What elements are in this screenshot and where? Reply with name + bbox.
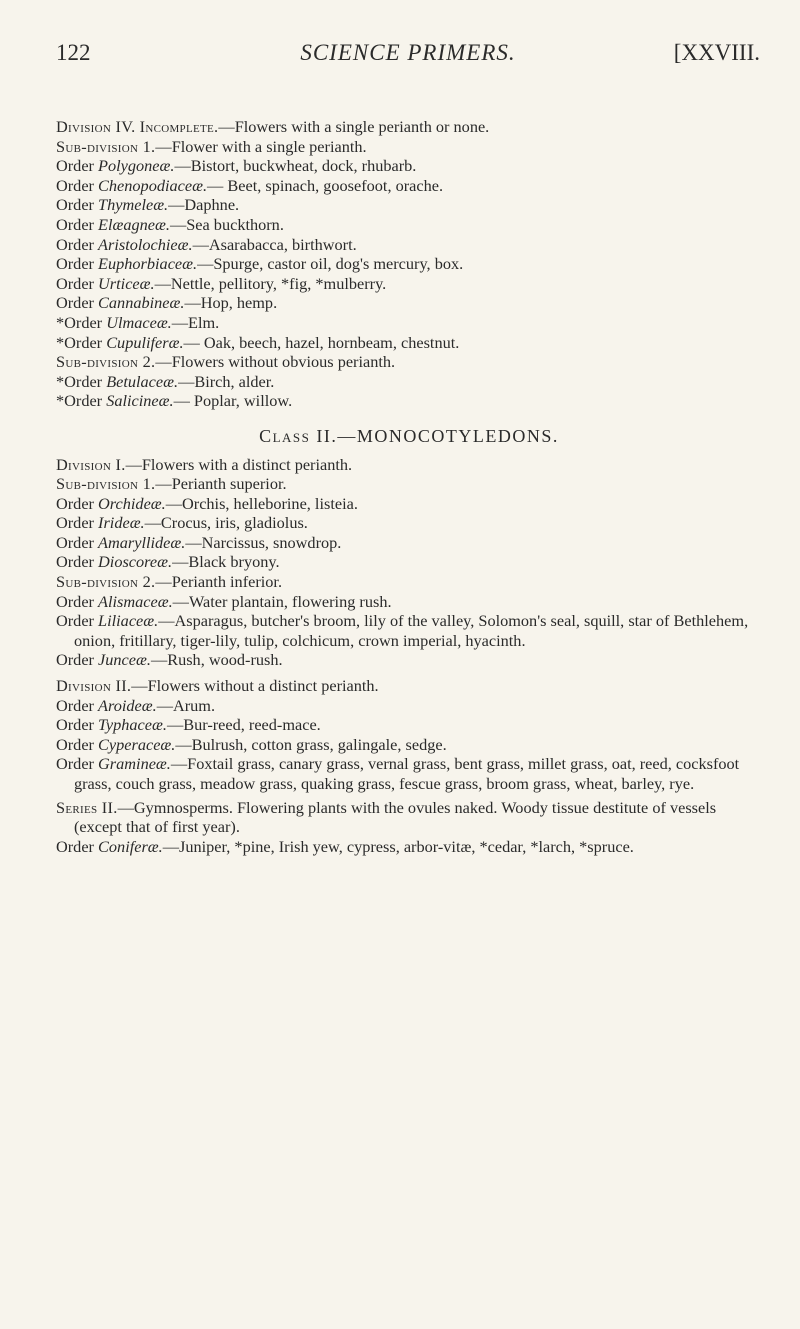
order-entry — [56, 215, 762, 235]
order-prefix: Order — [56, 214, 94, 234]
order-name: Aristolochieæ. — [98, 234, 193, 254]
order-members: —Juniper, *pine, Irish yew, cypress, arbor-vitæ, *cedar, *larch, *spruce. — [162, 836, 634, 856]
order-entry — [56, 254, 762, 274]
order-entry — [56, 837, 762, 857]
subdivision-heading: Sub-division 1.—Flower with a single perianth. — [56, 136, 367, 156]
order-name: Elæagneæ. — [98, 214, 170, 234]
order-prefix: Order — [56, 493, 94, 513]
order-prefix: Order — [56, 754, 94, 774]
order-entry — [56, 235, 762, 255]
order-name: Cupuliferæ. — [106, 332, 184, 352]
order-members: — Oak, beech, hazel, hornbeam, chestnut. — [183, 332, 460, 352]
order-entry — [56, 274, 762, 294]
order-members: —Nettle, pellitory, *fig, *mulberry. — [154, 273, 387, 293]
order-prefix: Order — [56, 650, 94, 670]
order-name: Junceæ. — [98, 650, 151, 670]
order-name: Cyperaceæ. — [98, 734, 176, 754]
order-prefix: Order — [56, 552, 94, 572]
order-members: —Hop, hemp. — [184, 293, 278, 313]
order-members: —Arum. — [156, 695, 216, 715]
order-members: —Bur-reed, reed-mace. — [166, 715, 321, 735]
order-list — [56, 156, 762, 352]
division-heading: Division IV. Incomplete.—Flowers with a single perianth or none. — [56, 117, 490, 136]
page-body — [56, 117, 762, 856]
order-name: Aroideæ. — [98, 695, 157, 715]
order-prefix: *Order — [56, 312, 103, 332]
order-members: —Crocus, iris, gladiolus. — [144, 513, 308, 533]
order-prefix: Order — [56, 532, 94, 552]
order-name: Chenopodiaceæ. — [98, 175, 208, 195]
order-members: — Poplar, willow. — [173, 391, 293, 411]
order-prefix: Order — [56, 195, 94, 215]
order-list — [56, 494, 762, 572]
order-members: —Spurge, castor oil, dog's mercury, box. — [197, 254, 464, 274]
order-name: Euphorbiaceæ. — [98, 254, 198, 274]
series-heading: Series II.—Gymnosperms. Flowering plants with the ovules naked. Woody tissue destitute of vessels (except that of first year). — [56, 797, 717, 837]
order-name: Gramineæ. — [98, 754, 171, 774]
running-title: SCIENCE PRIMERS. — [300, 40, 516, 65]
order-list — [56, 592, 762, 670]
order-name: Dioscoreæ. — [98, 552, 173, 572]
order-entry — [56, 513, 762, 533]
order-members: —Elm. — [171, 312, 220, 332]
order-prefix: Order — [56, 611, 94, 631]
order-members: —Asarabacca, birthwort. — [192, 234, 357, 254]
order-name: Alismaceæ. — [98, 591, 173, 611]
order-prefix: Order — [56, 591, 94, 611]
order-prefix: Order — [56, 715, 94, 735]
order-members: —Sea buckthorn. — [169, 214, 284, 234]
order-name: Salicineæ. — [106, 391, 174, 411]
order-members: —Daphne. — [168, 195, 240, 215]
order-prefix: Order — [56, 234, 94, 254]
order-members: —Black bryony. — [172, 552, 280, 572]
order-name: Coniferæ. — [98, 836, 163, 856]
order-entry — [56, 195, 762, 215]
order-entry — [56, 735, 762, 755]
order-prefix: Order — [56, 836, 94, 856]
order-prefix: Order — [56, 156, 94, 176]
order-prefix: Order — [56, 293, 94, 313]
order-name: Amaryllideæ. — [98, 532, 186, 552]
order-entry — [56, 391, 762, 411]
order-name: Orchideæ. — [98, 493, 166, 513]
order-members: —Bulrush, cotton grass, galingale, sedge. — [175, 734, 447, 754]
order-name: Urticeæ. — [98, 273, 155, 293]
order-name: Thymeleæ. — [98, 195, 169, 215]
division-heading: Division II.—Flowers without a distinct perianth. — [56, 676, 379, 696]
order-members: —Foxtail grass, canary grass, vernal grass, bent grass, millet grass, oat, reed, cocksfoot grass, couch grass, meadow grass, quaking grass, fescue grass, broom grass, wheat, barley, rye. — [74, 754, 740, 793]
page-header — [56, 40, 760, 74]
order-entry — [56, 333, 762, 353]
order-entry — [56, 754, 762, 793]
order-entry — [56, 293, 762, 313]
subdivision-heading: Sub-division 2.—Perianth inferior. — [56, 572, 283, 592]
order-entry — [56, 533, 762, 553]
order-prefix: *Order — [56, 391, 103, 411]
order-prefix: Order — [56, 273, 94, 293]
order-entry — [56, 552, 762, 572]
order-entry — [56, 592, 762, 612]
order-prefix: Order — [56, 175, 94, 195]
order-entry — [56, 156, 762, 176]
order-prefix: Order — [56, 695, 94, 715]
order-name: Betulaceæ. — [106, 371, 179, 391]
order-entry — [56, 696, 762, 716]
class-heading: Class II.—MONOCOTYLEDONS. — [259, 425, 559, 446]
order-prefix: Order — [56, 513, 94, 533]
order-list — [56, 696, 762, 794]
order-prefix: Order — [56, 734, 94, 754]
order-entry — [56, 372, 762, 392]
order-list — [56, 372, 762, 411]
order-entry — [56, 313, 762, 333]
order-members: — Beet, spinach, goosefoot, orache. — [207, 175, 444, 195]
order-entry — [56, 176, 762, 196]
order-name: Irideæ. — [98, 513, 145, 533]
order-members: —Birch, alder. — [178, 371, 275, 391]
subdivision-heading: Sub-division 1.—Perianth superior. — [56, 474, 287, 494]
order-entry — [56, 715, 762, 735]
order-entry — [56, 650, 762, 670]
order-name: Cannabineæ. — [98, 293, 185, 313]
order-entry — [56, 494, 762, 514]
order-name: Liliaceæ. — [98, 611, 159, 631]
subdivision-heading: Sub-division 2.—Flowers without obvious perianth. — [56, 352, 396, 372]
chapter-marker: [XXVIII. — [673, 40, 760, 65]
order-prefix: *Order — [56, 371, 103, 391]
order-prefix: *Order — [56, 332, 103, 352]
order-entry — [56, 611, 762, 650]
page-number: 122 — [56, 40, 91, 65]
order-members: —Orchis, helleborine, listeia. — [165, 493, 358, 513]
order-members: —Narcissus, snowdrop. — [185, 532, 342, 552]
order-members: —Rush, wood-rush. — [150, 650, 283, 670]
order-list — [56, 837, 762, 857]
order-members: —Water plantain, flowering rush. — [172, 591, 392, 611]
order-prefix: Order — [56, 254, 94, 274]
division-heading: Division I.—Flowers with a distinct perianth. — [56, 454, 353, 474]
order-members: —Asparagus, butcher's broom, lily of the valley, Solomon's seal, squill, star of Bethlehem, onion, fritillary, tiger-lily, tulip, colchicum, crown imperial, hyacinth. — [74, 611, 749, 650]
order-members: —Bistort, buckwheat, dock, rhubarb. — [174, 156, 417, 176]
order-name: Ulmaceæ. — [106, 312, 172, 332]
order-name: Polygoneæ. — [98, 156, 175, 176]
order-name: Typhaceæ. — [98, 715, 167, 735]
